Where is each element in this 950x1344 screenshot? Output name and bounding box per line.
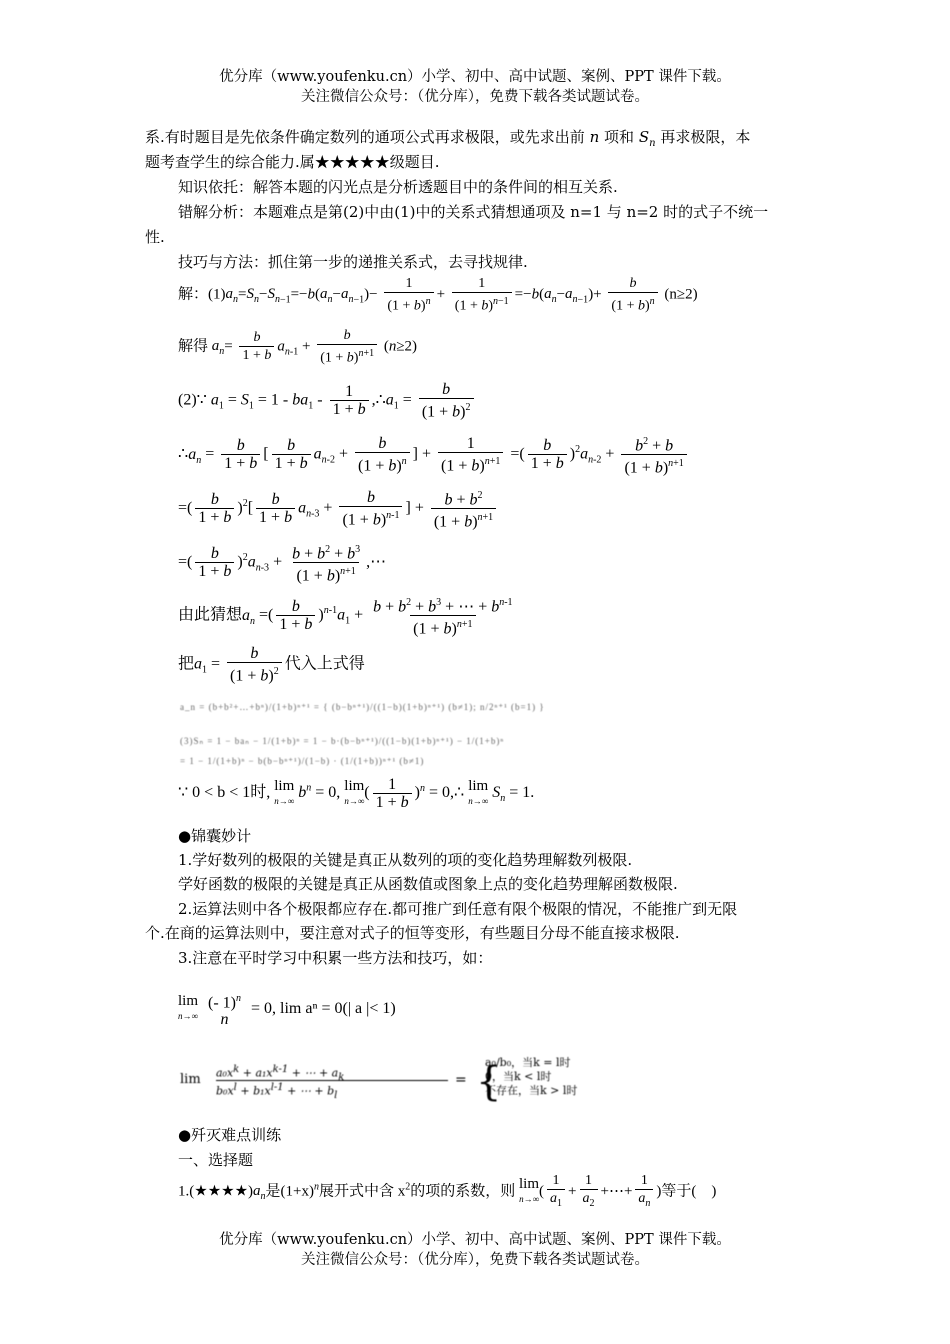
- page-footer-line2: 关注微信公众号：（优分库），免费下载各类试题试卷。: [301, 1252, 649, 1268]
- error-analysis-line2: 性.: [145, 228, 165, 246]
- expansion-step1: $\therefore a_n$ = $\frac{b}{1 + b}$ [ $\frac{b}{1 + b}$ $a_{n-2}$ + $\frac{b}{(1 + b)^n}$ ] + $\frac{1}{(1 + b)^{n+1}}$ =( $\frac{b}{1 + b}$ )$^2a_{n-2}$ + $\frac{b^2 + b}{(1 + b)^{n+1}}$: [178, 433, 690, 477]
- tip3: 3.注意在平时学习中积累一些方法和技巧，如：: [178, 949, 493, 967]
- page-footer-line1: 优分库（www.youfenku.cn）小学、初中、高中试题、案例、PPT 课件下载。: [219, 1232, 731, 1248]
- blurred-formula-row2: (3)Sₙ = 1 − baₙ − 1/(1+b)ⁿ = 1 − b·(b−bⁿ⁺¹)/((1−b)(1+b)ⁿ⁺¹) − 1/(1+b)ⁿ: [180, 736, 505, 746]
- part2-a1: (2)∵ $a_1 = S_1 = 1 - ba_1$ - $\frac{1}{1 + b}$ $,\therefore a_1$ = $\frac{b}{(1 + b)^2}$: [178, 381, 477, 420]
- case-equal: a₀/b₀，当k = l时: [485, 1056, 571, 1069]
- section-choice: 一、选择题: [178, 1151, 254, 1169]
- intro-line2: 题考查学生的综合能力.属★★★★★级题目.: [145, 153, 440, 171]
- tip1-line1: 1.学好数列的极限的关键是真正从数列的项的变化趋势理解数列极限.: [178, 851, 633, 869]
- case-greater: 不存在，当k > l时: [485, 1084, 578, 1097]
- page-header-line2: 关注微信公众号：（优分库），免费下载各类试题试卷。: [301, 89, 649, 105]
- blurred-formula-row1: a_n = (b+b²+…+bⁿ)/(1+b)ⁿ⁺¹ = { (b−bⁿ⁺¹)/((1−b)(1+b)ⁿ⁺¹) (b≠1); n/2ⁿ⁺¹ (b=1) }: [180, 702, 545, 712]
- limit-conclusion: ∵ 0 < b < 1时, lim n→∞ $b^n = 0$, lim n→∞ ( $\frac{1}{1 + b}$ )$^n$ = 0,∴ lim n→∞ $S_n = 1$.: [178, 776, 535, 811]
- tips-title: ●锦囊妙计: [178, 827, 252, 845]
- skill-method: 技巧与方法：抓住第一步的递推关系式，去寻找规律.: [178, 253, 528, 271]
- page-header-line1: 优分库（www.youfenku.cn）小学、初中、高中试题、案例、PPT 课件下载。: [219, 69, 731, 85]
- conjecture: 由此猜想$a_n$ =( $\frac{b}{1 + b}$ )$^{n-1}a_1$ + $\frac{b + b^2 + b^3 + \cdots + b^{n-1}}{(1 + b)^{n+1}}$: [178, 597, 513, 638]
- blurred-formula-row3: = 1 − 1/(1+b)ⁿ − b(b−bⁿ⁺¹)/(1−b) · (1/(1+b))ⁿ⁺¹ (b≠1): [180, 756, 425, 766]
- substitute-a1: 把$a_1$ = $\frac{b}{(1 + b)^2}$ 代入上式得: [178, 645, 365, 685]
- knowledge-basis: 知识依托：解答本题的闪光点是分析透题目中的条件间的相互关系.: [178, 178, 618, 196]
- limit-formula-2: lim $a_0x^k + a_1x^{k-1}$ + ⋯ + $a_k$ $b_0x^l + b_1x^{l-1}$ + ⋯ + $b_l$ = { a₀/b₀，当k = l时 0，当k < l时 不存在，当k > l时: [180, 1056, 578, 1105]
- training-title: ●歼灭难点训练: [178, 1126, 282, 1144]
- case-less: 0，当k < l时: [485, 1070, 552, 1083]
- tip2-line2: 个.在商的运算法则中，要注意对式子的恒等变形，有些题目分母不能直接求极限.: [145, 924, 680, 942]
- expansion-step3: =( $\frac{b}{1 + b}$ )$^2a_{n-3}$ + $\frac{b + b^2 + b^3}{(1 + b)^{n+1}}$ ,⋯: [178, 544, 387, 585]
- solved-recurrence: 解得 $a_n=$ $\frac{b}{1 + b}$ $a_{n-1}$ + $\frac{b}{(1 + b)^{n+1}}$ (n≥2): [178, 328, 418, 366]
- intro-line1: 系.有时题目是先依条件确定数列的通项公式再求极限，或先求出前 n 项和 $S_n$ 再求极限，本: [145, 128, 751, 149]
- expansion-step2: =( $\frac{b}{1 + b}$ )$^2$[ $\frac{b}{1 + b}$ $a_{n-3}$ + $\frac{b}{(1 + b)^{n-1}}$ ] + $\frac{b + b^2}{(1 + b)^{n+1}}$: [178, 487, 499, 531]
- question-1: $1.(★★★★)a_n$是$(1+x)^n$展开式中含 $x^2$的项的系数，则 lim n→∞ ( $\frac{1}{a_1}$ + $\frac{1}{a_2}$ +⋯+ $\frac{1}{a_n}$ )等于( ): [178, 1172, 716, 1212]
- limit-formula-1: lim n→∞ (- 1)$^n$ n = 0, lim aⁿ = 0(| a |< 1): [178, 993, 396, 1029]
- tip1-line2: 学好函数的极限的关键是真正从函数值或图象上点的变化趋势理解函数极限.: [178, 875, 678, 893]
- error-analysis-line1: 错解分析：本题难点是第(2)中由(1)中的关系式猜想通项及 n=1 与 n=2 时的式子不统一: [178, 203, 769, 221]
- solution-part1: 解：$(1)a_n=S_n-S_{n-1}=-b(a_n-a_{n-1})-$ $\frac{1}{(1 + b)^n}$ + $\frac{1}{(1 + b)^{n-1}}$ $=-b(a_n-a_{n-1})+$ $\frac{b}{(1 + b)^n}$ (n≥2): [178, 276, 698, 314]
- tip2-line1: 2.运算法则中各个极限都应存在.都可推广到任意有限个极限的情况，不能推广到无限: [178, 900, 738, 918]
